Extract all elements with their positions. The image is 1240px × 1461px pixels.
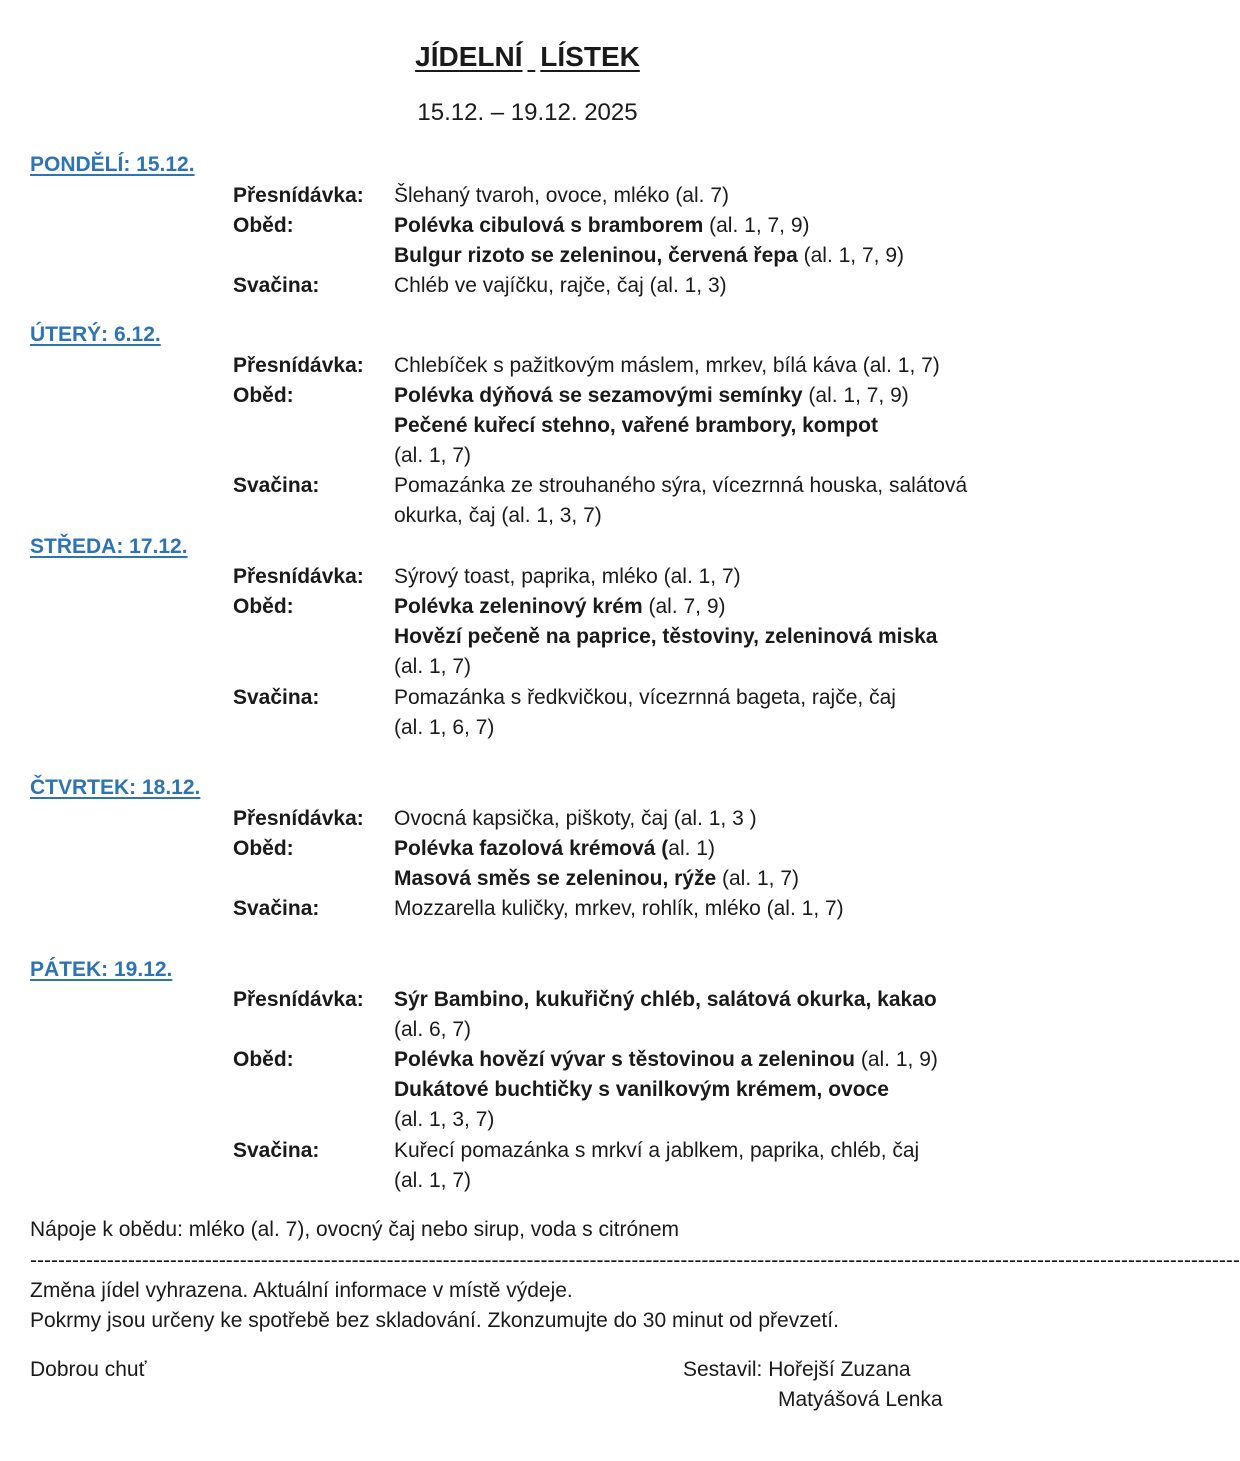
notice-storage: Pokrmy jsou určeny ke spotřebě bez skladování. Zkonzumujte do 30 minut od převzetí. [30,1309,839,1332]
allergens: (al. 1, 7, 9) [797,244,904,267]
allergens: (al. 1, 3, 7) [394,1108,495,1131]
allergens: (al. 1, 7, 9) [802,384,909,407]
snack-am-text: Šlehaný tvaroh, ovoce, mléko (al. 7) [394,184,729,207]
author-2: Matyášová Lenka [778,1388,943,1411]
dish-name: Masová směs se zeleninou, rýže [394,867,717,890]
day-heading: ČTVRTEK: 18.12. [30,776,201,799]
day-heading: PONDĚLÍ: 15.12. [30,153,195,176]
allergens: al. 1) [668,837,715,860]
label-snack-pm: Svačina: [233,474,320,497]
snack-pm-text: Mozzarella kuličky, mrkev, rohlík, mléko (al. 1, 7) [394,897,844,920]
greeting: Dobrou chuť [30,1358,147,1381]
dish-name: Bulgur rizoto se zeleninou, červená řepa [394,244,798,267]
label-lunch: Oběd: [233,384,294,407]
lunch-soup [394,592,726,622]
label-lunch: Oběd: [233,837,294,860]
date-range: 15.12. – 19.12. 2025 [417,99,638,126]
lunch-main: Dukátové buchtičky s vanilkovým krémem, ovoce [394,1078,889,1101]
allergens: (al. 1, 7) [394,655,472,678]
allergens: (al. 1, 7) [716,867,800,890]
lunch-main [394,241,904,271]
page-title [0,40,1055,74]
snack-am-text: Sýrový toast, paprika, mléko (al. 1, 7) [394,565,741,588]
label-lunch: Oběd: [233,214,294,237]
snack-am-text: Ovocná kapsička, piškoty, čaj (al. 1, 3 ) [394,807,757,830]
allergens: (al. 1, 9) [855,1048,938,1071]
day-heading: STŘEDA: 17.12. [30,535,188,558]
dish-name: Polévka dýňová se sezamovými semínky [394,384,803,407]
notice-change: Změna jídel vyhrazena. Aktuální informace v místě výdeje. [30,1279,573,1302]
dish-name: Polévka hovězí vývar s těstovinou a zeleninou [394,1048,855,1071]
lunch-main [394,864,799,894]
snack-am-text: Chlebíček s pažitkovým máslem, mrkev, bílá káva (al. 1, 7) [394,354,940,377]
day-heading: ÚTERÝ: 6.12. [30,323,161,346]
dish-name: Polévka fazolová krémová ( [394,837,669,860]
label-snack-am: Přesnídávka: [233,807,364,830]
lunch-main: Pečené kuřecí stehno, vařené brambory, kompot [394,414,878,437]
label-snack-am: Přesnídávka: [233,184,364,207]
dish-name: Polévka zeleninový krém [394,595,643,618]
drinks-note: Nápoje k obědu: mléko (al. 7), ovocný čaj nebo sirup, voda s citrónem [30,1218,680,1241]
label-lunch: Oběd: [233,1048,294,1071]
lunch-soup [394,1045,938,1075]
label-snack-am: Přesnídávka: [233,565,364,588]
label-snack-pm: Svačina: [233,274,320,297]
allergens: (al. 6, 7) [394,1018,472,1041]
lunch-soup [394,381,909,411]
snack-pm-text: Kuřecí pomazánka s mrkví a jablkem, paprika, chléb, čaj [394,1139,920,1162]
snack-pm-text: Pomazánka s ředkvičkou, vícezrnná bageta, rajče, čaj [394,686,896,709]
separator: ----------------------------------------------------------------------------------------------------------------------------------------------------------------------------- [30,1249,1240,1272]
snack-pm-text: Chléb ve vajíčku, rajče, čaj (al. 1, 3) [394,274,727,297]
label-snack-am: Přesnídávka: [233,354,364,377]
lunch-soup [394,211,810,241]
snack-pm-text-cont: (al. 1, 7) [394,1169,472,1192]
label-snack-pm: Svačina: [233,1139,320,1162]
snack-pm-text-cont: (al. 1, 6, 7) [394,716,495,739]
allergens: (al. 1, 7) [394,444,472,467]
allergens: (al. 1, 7, 9) [703,214,810,237]
lunch-soup [394,834,715,864]
lunch-main: Hovězí pečeně na paprice, těstoviny, zeleninová miska [394,625,938,648]
snack-pm-text-cont: okurka, čaj (al. 1, 3, 7) [394,504,602,527]
day-heading: PÁTEK: 19.12. [30,958,173,981]
label-lunch: Oběd: [233,595,294,618]
label-snack-am: Přesnídávka: [233,988,364,1011]
snack-am-text: Sýr Bambino, kukuřičný chléb, salátová okurka, kakao [394,988,937,1011]
label-snack-pm: Svačina: [233,686,320,709]
snack-pm-text: Pomazánka ze strouhaného sýra, vícezrnná houska, salátová [394,474,968,497]
author-1: Sestavil: Hořejší Zuzana [683,1358,911,1381]
title-word: LÍSTEK [540,41,640,72]
allergens: (al. 7, 9) [642,595,726,618]
title-word: JÍDELNÍ [415,41,523,72]
label-snack-pm: Svačina: [233,897,320,920]
dish-name: Polévka cibulová s bramborem [394,214,704,237]
